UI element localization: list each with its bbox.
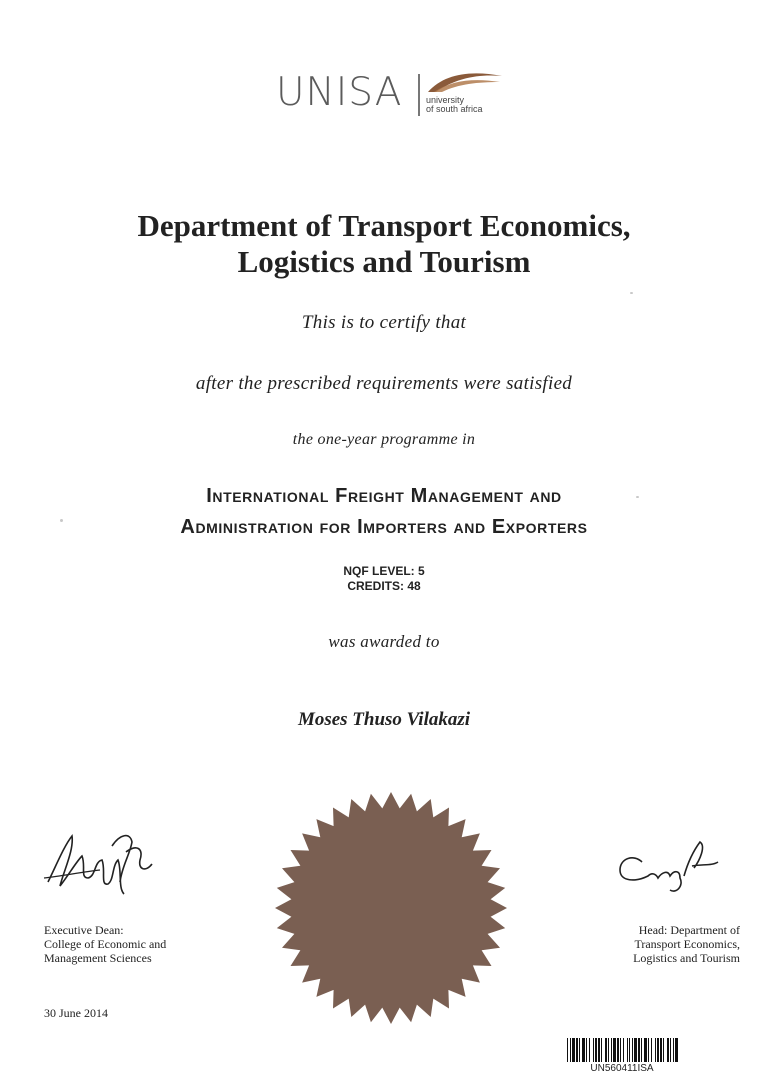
recipient-name: Moses Thuso Vilakazi [297, 709, 471, 730]
logo-subtitle-line2: of south africa [426, 104, 483, 114]
left-title-line2: College of Economic and [44, 937, 167, 951]
barcode-bar [608, 1038, 609, 1062]
unisa-logo [276, 66, 506, 122]
right-title-line2: Transport Economics, [634, 937, 740, 951]
barcode-bar [613, 1038, 616, 1062]
barcode-bar [641, 1038, 642, 1062]
barcode-bar [595, 1038, 597, 1062]
barcode-bar [629, 1038, 630, 1062]
left-title-line1: Executive Dean: [44, 923, 124, 937]
barcode-bar [572, 1038, 575, 1062]
barcode-bar [570, 1038, 571, 1062]
barcode-bar [593, 1038, 594, 1062]
left-title-line3: Management Sciences [44, 951, 152, 965]
barcode-bar [579, 1038, 580, 1062]
barcode-bar [576, 1038, 578, 1062]
certify-text: This is to certify that [301, 312, 467, 333]
barcode-bar [627, 1038, 628, 1062]
barcode-bar [660, 1038, 662, 1062]
barcode-bar [648, 1038, 649, 1062]
programme-intro-text: the one-year programme in [292, 431, 476, 448]
barcode-bar [611, 1038, 612, 1062]
logo-wordmark: UNISA [276, 70, 403, 115]
nqf-level: NQF LEVEL: 5 [343, 564, 425, 578]
barcode-bar [620, 1038, 621, 1062]
logo-divider [418, 74, 420, 116]
barcode-bar [617, 1038, 619, 1062]
signature-head-of-department [614, 836, 726, 894]
requirements-text: after the prescribed requirements were satisfied [195, 373, 573, 394]
awarded-text: was awarded to [328, 632, 440, 651]
programme-title [0, 481, 768, 543]
department-line2: Logistics and Tourism [237, 244, 531, 279]
barcode-bar [632, 1038, 633, 1062]
executive-dean-title [44, 923, 166, 965]
barcode-bar [644, 1038, 647, 1062]
barcode-bar [567, 1038, 568, 1062]
barcode-bar [673, 1038, 674, 1062]
barcode-bar [634, 1038, 637, 1062]
barcode-bar [598, 1038, 600, 1062]
signature-executive-dean [42, 826, 160, 900]
barcode-bar [623, 1038, 624, 1062]
department-heading [0, 208, 768, 280]
head-of-department-title [633, 923, 740, 965]
barcode-bar [663, 1038, 664, 1062]
barcode-bar [655, 1038, 656, 1062]
paper-speck [60, 519, 63, 522]
programme-title-line1: International Freight Management and [206, 485, 562, 507]
credits: CREDITS: 48 [347, 579, 421, 593]
barcode-bar [638, 1038, 640, 1062]
logo-swoosh-icon [426, 68, 504, 94]
right-title-line3: Logistics and Tourism [633, 951, 740, 965]
paper-speck [630, 292, 633, 294]
department-line1: Department of Transport Economics, [137, 208, 631, 243]
programme-title-line2: Administration for Importers and Exporters [180, 516, 588, 538]
issue-date: 30 June 2014 [44, 1006, 108, 1020]
barcode-bar [589, 1038, 590, 1062]
qualification-details [0, 564, 768, 594]
barcode-bar [601, 1038, 602, 1062]
barcode [566, 1038, 678, 1062]
logo-subtitle-line1: university [426, 95, 465, 105]
barcode-bar [586, 1038, 587, 1062]
barcode-bar [657, 1038, 659, 1062]
seal-icon [274, 791, 508, 1025]
barcode-bar [651, 1038, 652, 1062]
barcode-bar [667, 1038, 669, 1062]
barcode-bar [605, 1038, 607, 1062]
paper-speck [636, 496, 639, 498]
logo-subtitle [426, 96, 483, 114]
barcode-bar [670, 1038, 671, 1062]
barcode-number: UN560411ISA [590, 1063, 654, 1074]
barcode-bar [675, 1038, 678, 1062]
barcode-bar [582, 1038, 585, 1062]
right-title-line1: Head: Department of [638, 923, 740, 937]
